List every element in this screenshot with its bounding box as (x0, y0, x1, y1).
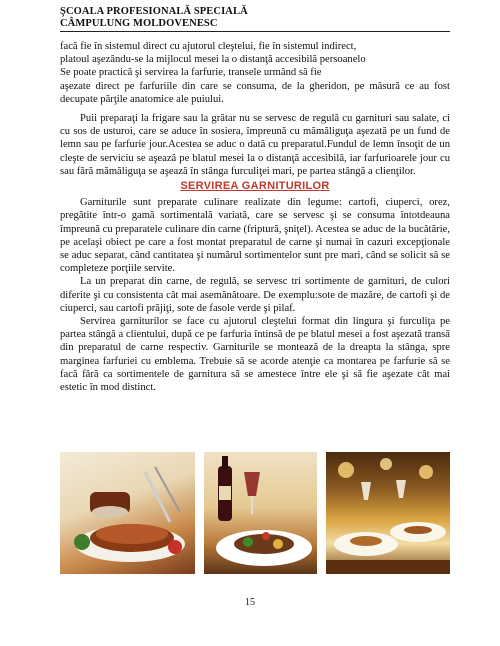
page-number: 15 (245, 597, 255, 608)
banquet-table-photo (326, 452, 450, 574)
plated-dish-wine-photo (204, 452, 317, 574)
paragraph-line: platoul aşezându-se la mijlocul mesei la o distanţă accesibilă persoanelo (60, 54, 366, 66)
school-name: ŞCOALA PROFESIONALĂ SPECIALĂ (60, 6, 248, 17)
body-text (60, 40, 450, 394)
paragraph: Servirea garniturilor se face cu ajutorul cleştelui format din lingura şi furculiţa pe partea stângă a clientului, după ce pe farfuria întinsă de pe blatul mesei a fost aşezată transă din preparatul de carne respectiv. Garniturile se montează de la dreapta la stânga, spre marginea farfuriei cu emblema. Trebuie să se acorde atenţie ca montarea pe farfurie să se facă fără ca sortimentele de garnitura să se amestece între ele şi să fie aşezate cât mai estetic în mod distinct. (60, 316, 450, 394)
school-location: CÂMPULUNG MOLDOVENESC (60, 18, 218, 29)
header-rule (60, 31, 450, 32)
page-header (60, 6, 450, 32)
paragraph-line: facă fie în sistemul direct cu ajutorul cleştelui, fie în sistemul indirect, (60, 41, 357, 52)
paragraph: Garniturile sunt preparate culinare realizate din legume: cartofi, ciuperci, orez, pregătite într-o gamă sortimentală variată, care se servesc şi se consuma întotdeauna împreună cu preparatele culinare din carne (friptură, şniţel). Acestea se aduc de la bucătărie, pe acelaşi obiect pe care a fost montat preparatul de carne şi numai în cazuri excepţionale se aduc separat, când cantitatea şi numărul sortimentelor sunt pre mari, când se solicit să se completeze porţiile servite. (60, 197, 451, 275)
paragraph: aşezate direct pe farfuriile din care se consuma, de la gheridon, pe măsură ce au fost decupate părţile anatomice ale puiului. (60, 80, 450, 105)
paragraph: La un preparat din carne, de regulă, se servesc tri sortimente de garnituri, de culori diferite şi cu consistenta cât mai asemănătoare. De exemplu:sote de mazăre, de cartofi şi de ciuperci, sau cartofi prăjiţi, sote de fasole verde şi pilaf. (60, 276, 450, 314)
photo-strip (60, 452, 450, 574)
roast-carving-photo (60, 452, 195, 574)
section-title: SERVIREA GARNITURILOR (180, 180, 330, 193)
paragraph: Puii preparaţi la frigare sau la grătar nu se servesc de regulă cu garnituri sau salate, ci cu sos de usturoi, care se aduce în sosiera, împreună cu mămăliguţa aşezată pe un fund de lemn sau pe farfurie jour.Acestea se aduc o dată cu preparatul.Fundul de lemn însoţit de un cleşte de serviciu se aşează pe blatul mesei la o distanţă accesibilă, iar farfurioarele jour cu sau fără mămăliguţa se aşează în stânga furculiţei mari, pe partea stângă a clienţilor. (60, 113, 450, 177)
paragraph-line: Se poate practică şi servirea la farfurie, transele urmând să fie (60, 67, 322, 79)
